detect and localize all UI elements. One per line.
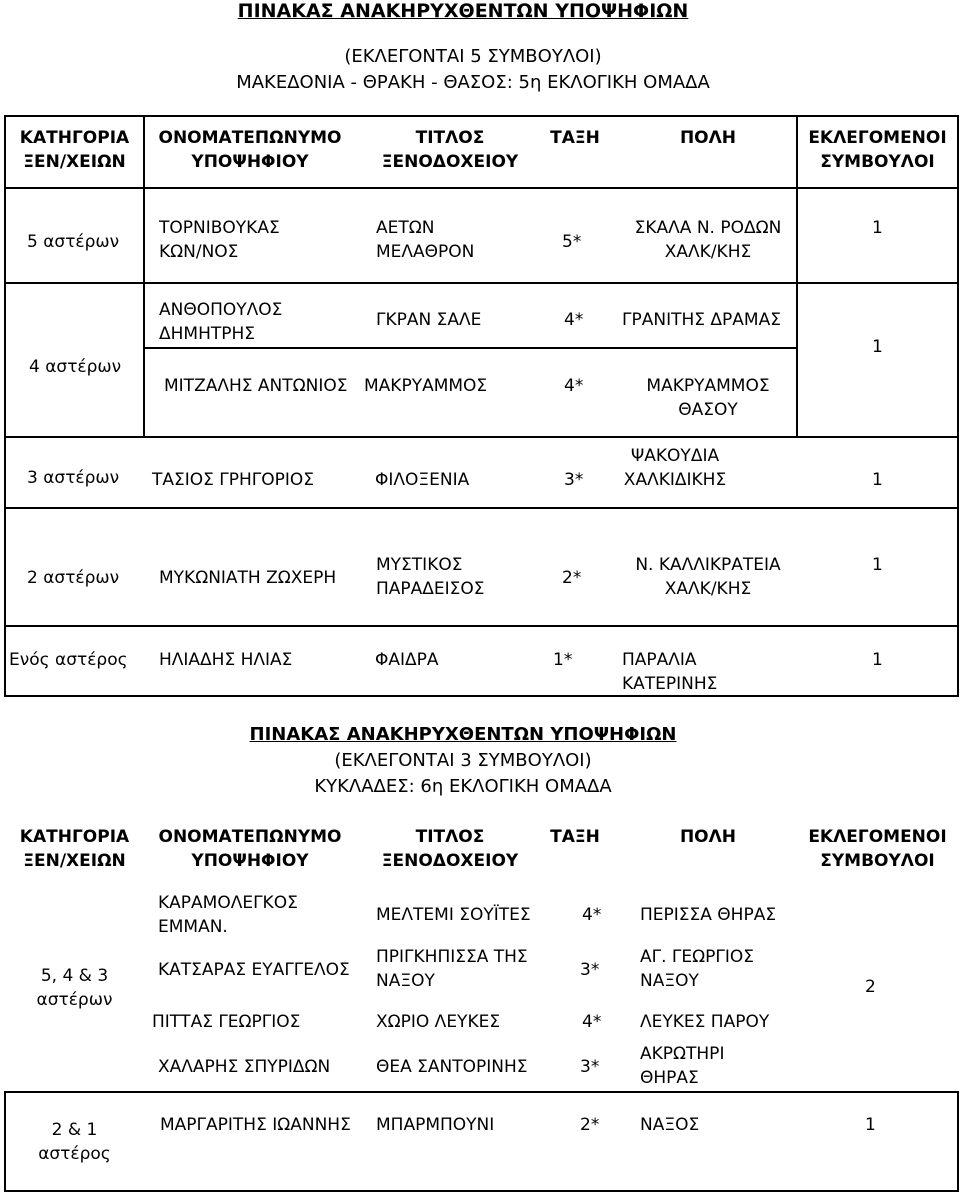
- category-cell: Ενός αστέρος: [9, 650, 128, 670]
- header-class: ΤΑΞΗ: [550, 827, 600, 847]
- elected-count: 1: [872, 218, 883, 238]
- hotel-name: ΦΙΛΟΞΕΝΙΑ: [375, 470, 470, 490]
- subtitle-group-2: ΚΥΚΛΑΔΕΣ: 6η ΕΚΛΟΓΙΚΗ ΟΜΑΔΑ: [314, 776, 612, 797]
- hotel-name: ΜΕΛΤΕΜΙ ΣΟΥΪΤΕΣ: [376, 905, 531, 925]
- hotel-name: ΜΥΣΤΙΚΟΣ ΠΑΡΑΔΕΙΣΟΣ: [376, 555, 485, 599]
- category-cell: 4 αστέρων: [29, 357, 122, 377]
- hotel-name: ΦΑΙΔΡΑ: [375, 650, 439, 670]
- header-city: ΠΟΛΗ: [679, 128, 737, 148]
- subtitle-elected-count: (ΕΚΛΕΓΟΝΤΑΙ 5 ΣΥΜΒΟΥΛΟΙ): [344, 46, 602, 67]
- elected-count: 1: [872, 555, 883, 575]
- category-cell: 3 αστέρων: [27, 468, 120, 488]
- candidate-name: ΗΛΙΑΔΗΣ ΗΛΙΑΣ: [159, 650, 293, 670]
- candidate-name: ΠΙΤΤΑΣ ΓΕΩΡΓΙΟΣ: [152, 1012, 301, 1032]
- city: ΠΑΡΑΛΙΑ ΚΑΤΕΡΙΝΗΣ: [622, 650, 718, 694]
- hotel-name: ΓΚΡΑΝ ΣΑΛΕ: [376, 310, 482, 330]
- header-class: ΤΑΞΗ: [550, 128, 600, 148]
- header-city: ΠΟΛΗ: [679, 827, 737, 847]
- header-hotel-title: ΤΙΤΛΟΣ ΞΕΝΟΔΟΧΕΙΟΥ: [381, 827, 519, 871]
- hotel-class: 3*: [580, 1057, 600, 1077]
- page-title: ΠΙΝΑΚΑΣ ΑΝΑΚΗΡΥΧΘΕΝΤΩΝ ΥΠΟΨΗΦΙΩΝ: [237, 0, 689, 22]
- city: ΑΚΡΩΤΗΡΙ ΘΗΡΑΣ: [640, 1044, 725, 1088]
- hotel-class: 2*: [580, 1115, 600, 1135]
- hotel-class: 3*: [580, 960, 600, 980]
- category-cell: 5, 4 & 3 αστέρων: [36, 966, 113, 1010]
- candidate-name: ΜΑΡΓΑΡΙΤΗΣ ΙΩΑΝΝΗΣ: [160, 1115, 351, 1135]
- header-elected: ΕΚΛΕΓΟΜΕΝΟΙ ΣΥΜΒΟΥΛΟΙ: [808, 827, 947, 871]
- city: ΝΑΞΟΣ: [640, 1115, 700, 1135]
- candidate-name: ΑΝΘΟΠΟΥΛΟΣ ΔΗΜΗΤΡΗΣ: [159, 300, 283, 344]
- elected-count: 1: [865, 1115, 876, 1135]
- hotel-class: 3*: [564, 470, 584, 490]
- category-cell: 5 αστέρων: [27, 232, 120, 252]
- candidate-name: ΚΑΡΑΜΟΛΕΓΚΟΣ ΕΜΜΑΝ.: [158, 893, 298, 937]
- hotel-class: 5*: [562, 232, 582, 252]
- hotel-name: ΠΡΙΓΚΗΠΙΣΣΑ ΤΗΣ ΝΑΞΟΥ: [376, 947, 528, 991]
- city: ΜΑΚΡΥΑΜΜΟΣ ΘΑΣΟΥ: [646, 376, 770, 420]
- city: ΣΚΑΛΑ Ν. ΡΟΔΩΝ ΧΑΛΚ/ΚΗΣ: [634, 218, 782, 262]
- candidate-name: ΧΑΛΑΡΗΣ ΣΠΥΡΙΔΩΝ: [158, 1057, 331, 1077]
- city: ΛΕΥΚΕΣ ΠΑΡΟΥ: [640, 1012, 770, 1032]
- elected-count: 1: [872, 470, 883, 490]
- candidate-name: ΤΟΡΝΙΒΟΥΚΑΣ ΚΩΝ/ΝΟΣ: [159, 218, 280, 262]
- hotel-name: ΜΠΑΡΜΠΟΥΝΙ: [376, 1115, 495, 1135]
- hotel-class: 4*: [564, 376, 584, 396]
- header-hotel-title: ΤΙΤΛΟΣ ΞΕΝΟΔΟΧΕΙΟΥ: [381, 128, 519, 172]
- city: ΠΕΡΙΣΣΑ ΘΗΡΑΣ: [640, 905, 777, 925]
- hotel-name: ΘΕΑ ΣΑΝΤΟΡΙΝΗΣ: [376, 1057, 528, 1077]
- category-cell: 2 & 1 αστέρος: [38, 1120, 111, 1164]
- candidate-name: ΜΙΤΖΑΛΗΣ ΑΝΤΩΝΙΟΣ: [164, 376, 348, 396]
- subtitle-elected-count-2: (ΕΚΛΕΓΟΝΤΑΙ 3 ΣΥΜΒΟΥΛΟΙ): [334, 750, 592, 771]
- subtitle-group: ΜΑΚΕΔΟΝΙΑ - ΘΡΑΚΗ - ΘΑΣΟΣ: 5η ΕΚΛΟΓΙΚΗ ΟΜΑΔΑ: [236, 72, 710, 93]
- elected-count: 2: [865, 977, 876, 997]
- header-candidate-name: ΟΝΟΜΑΤΕΠΩΝΥΜΟ ΥΠΟΨΗΦΙΟΥ: [158, 827, 342, 871]
- header-category: ΚΑΤΗΓΟΡΙΑ ΞΕΝ/ΧΕΙΩΝ: [19, 827, 130, 871]
- hotel-class: 2*: [562, 568, 582, 588]
- hotel-name: ΑΕΤΩΝ ΜΕΛΑΘΡΟΝ: [376, 218, 475, 262]
- city: ΑΓ. ΓΕΩΡΓΙΟΣ ΝΑΞΟΥ: [640, 947, 754, 991]
- header-elected: ΕΚΛΕΓΟΜΕΝΟΙ ΣΥΜΒΟΥΛΟΙ: [808, 128, 947, 172]
- city: ΓΡΑΝΙΤΗΣ ΔΡΑΜΑΣ: [622, 310, 781, 330]
- candidate-name: ΚΑΤΣΑΡΑΣ ΕΥΑΓΓΕΛΟΣ: [158, 960, 350, 980]
- elected-count: 1: [872, 337, 883, 357]
- hotel-name: ΜΑΚΡΥΑΜΜΟΣ: [364, 376, 488, 396]
- hotel-class: 4*: [582, 905, 602, 925]
- header-category: ΚΑΤΗΓΟΡΙΑ ΞΕΝ/ΧΕΙΩΝ: [19, 128, 130, 172]
- hotel-class: 4*: [582, 1012, 602, 1032]
- hotel-class: 4*: [564, 310, 584, 330]
- candidate-name: ΤΑΣΙΟΣ ΓΡΗΓΟΡΙΟΣ: [152, 470, 315, 490]
- city: Ν. ΚΑΛΛΙΚΡΑΤΕΙΑ ΧΑΛΚ/ΚΗΣ: [635, 555, 781, 599]
- hotel-name: ΧΩΡΙΟ ΛΕΥΚΕΣ: [376, 1012, 501, 1032]
- category-cell: 2 αστέρων: [27, 568, 120, 588]
- city: ΨΑΚΟΥΔΙΑ ΧΑΛΚΙΔΙΚΗΣ: [623, 446, 727, 490]
- header-candidate-name: ΟΝΟΜΑΤΕΠΩΝΥΜΟ ΥΠΟΨΗΦΙΟΥ: [158, 128, 342, 172]
- page-title-2: ΠΙΝΑΚΑΣ ΑΝΑΚΗΡΥΧΘΕΝΤΩΝ ΥΠΟΨΗΦΙΩΝ: [249, 724, 677, 745]
- candidate-name: ΜΥΚΩΝΙΑΤΗ ΖΩΧΕΡΗ: [159, 568, 337, 588]
- elected-count: 1: [872, 650, 883, 670]
- hotel-class: 1*: [553, 650, 573, 670]
